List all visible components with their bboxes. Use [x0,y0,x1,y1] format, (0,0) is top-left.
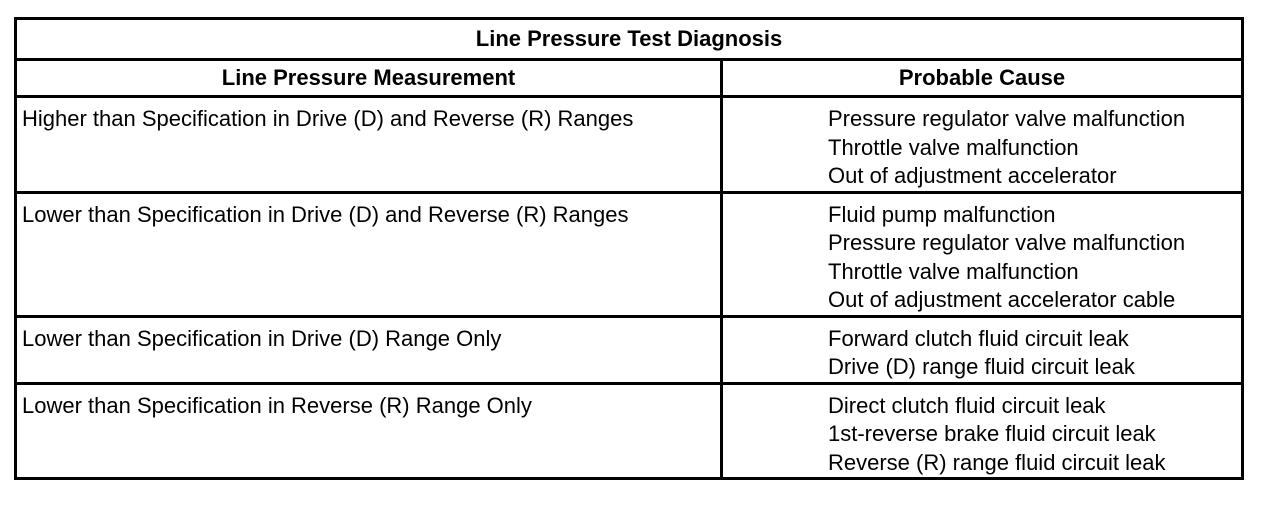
measurement-cell: Lower than Specification in Drive (D) Range Only [16,316,722,383]
cause-item: Forward clutch fluid circuit leak [828,325,1129,351]
cause-item: Pressure regulator valve malfunction [828,230,1186,255]
cause-item: Throttle valve malfunction [828,134,1079,160]
column-header-measurement: Line Pressure Measurement [16,60,722,97]
table-row [16,383,1243,479]
table-row [16,192,1243,316]
cause-item: 1st-reverse brake fluid circuit leak [828,421,1156,446]
cause-cell [722,383,1243,479]
diagnosis-table [14,17,1244,480]
cause-item: Pressure regulator valve malfunction [828,106,1186,131]
cause-item: Throttle valve malfunction [828,258,1079,284]
table-row [16,97,1243,193]
table-row [16,316,1243,383]
measurement-cell: Lower than Specification in Reverse (R) Range Only [16,383,722,479]
measurement-cell: Higher than Specification in Drive (D) and Reverse (R) Ranges [16,97,722,193]
cause-item: Reverse (R) range fluid circuit leak [828,449,1166,475]
cause-item: Direct clutch fluid circuit leak [828,392,1106,418]
cause-cell [722,97,1243,193]
measurement-cell: Lower than Specification in Drive (D) and Reverse (R) Ranges [16,192,722,316]
column-header-cause: Probable Cause [722,60,1243,97]
cause-item: Fluid pump malfunction [828,201,1056,227]
cause-cell [722,316,1243,383]
table-header-row [16,60,1243,97]
cause-item: Out of adjustment accelerator cable [828,287,1176,312]
table-title: Line Pressure Test Diagnosis [16,19,1243,60]
cause-item: Out of adjustment accelerator [828,163,1117,188]
cause-item: Drive (D) range fluid circuit leak [828,354,1135,379]
table-title-row [16,19,1243,60]
cause-cell [722,192,1243,316]
